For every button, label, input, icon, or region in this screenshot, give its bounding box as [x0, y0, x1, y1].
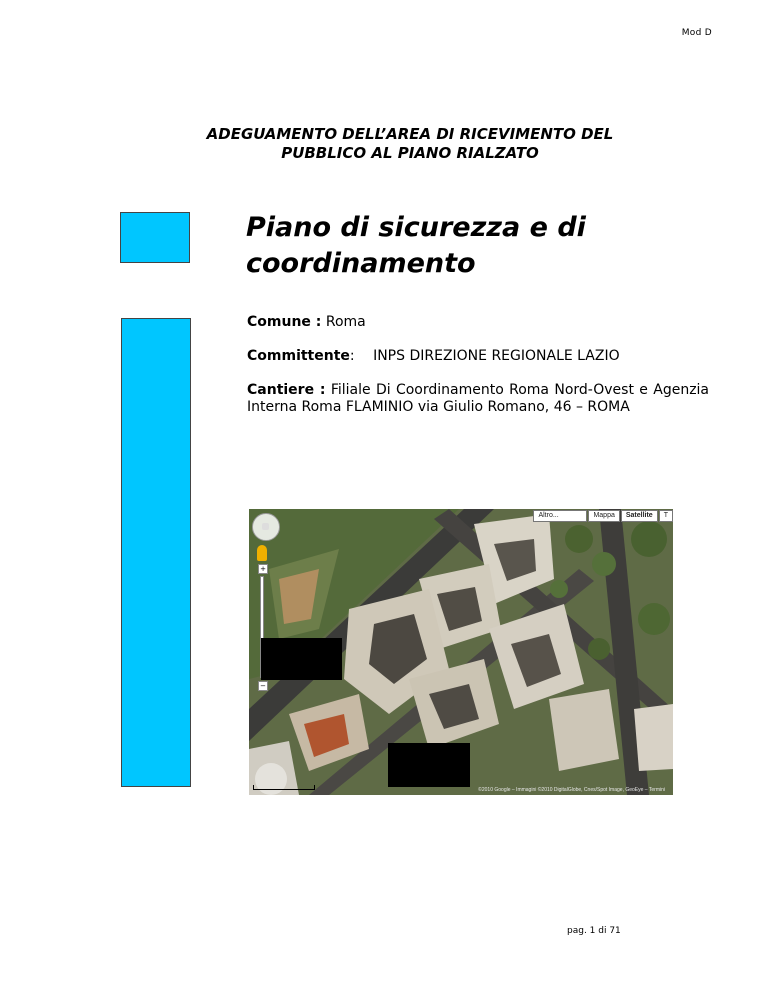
committente-label: Committente	[247, 348, 350, 364]
cyan-block-small	[120, 212, 190, 263]
satellite-view-button[interactable]: Satellite	[621, 510, 658, 522]
pan-control-icon[interactable]	[252, 513, 280, 541]
pegman-icon[interactable]	[257, 545, 267, 561]
committente-info	[247, 348, 709, 365]
map-scale-bar	[253, 785, 315, 790]
more-options-button[interactable]: Altro...	[533, 510, 587, 522]
comune-label: Comune :	[247, 314, 322, 330]
map-view-button[interactable]: Mappa	[588, 510, 619, 522]
comune-value: Roma	[325, 314, 366, 330]
cantiere-info	[247, 382, 709, 416]
map-type-buttons	[532, 510, 673, 522]
committente-value: INPS DIREZIONE REGIONALE LAZIO	[373, 348, 620, 364]
cantiere-label: Cantiere :	[247, 382, 326, 398]
document-title-line2: coordinamento	[246, 248, 476, 279]
main-title-line1: ADEGUAMENTO DELL’AREA DI RICEVIMENTO DEL	[206, 125, 614, 143]
cantiere-value: Filiale Di Coordinamento Roma Nord-Ovest e Agenzia Interna Roma FLAMINIO via Giulio Romano, 46 – ROMA	[247, 382, 710, 415]
redaction-block	[261, 638, 342, 680]
mod-label: Mod D	[681, 28, 712, 38]
committente-separator: :	[349, 348, 355, 364]
terrain-view-button[interactable]: T	[659, 510, 673, 522]
main-title	[130, 125, 690, 163]
main-title-line2: PUBBLICO AL PIANO RIALZATO	[281, 144, 539, 162]
aerial-map[interactable]	[249, 509, 673, 795]
zoom-in-button[interactable]: +	[258, 564, 268, 574]
document-title	[246, 210, 666, 282]
redaction-block	[388, 743, 470, 787]
map-attribution: ©2010 Google – Immagini ©2010 DigitalGlobe, Cnes/Spot Image, GeoEye – Termini	[478, 787, 665, 793]
comune-info	[247, 314, 709, 331]
cyan-block-tall	[121, 318, 191, 787]
page-number: pag. 1 di 71	[567, 926, 621, 936]
zoom-out-button[interactable]: −	[258, 681, 268, 691]
document-title-line1: Piano di sicurezza e di	[246, 212, 586, 243]
